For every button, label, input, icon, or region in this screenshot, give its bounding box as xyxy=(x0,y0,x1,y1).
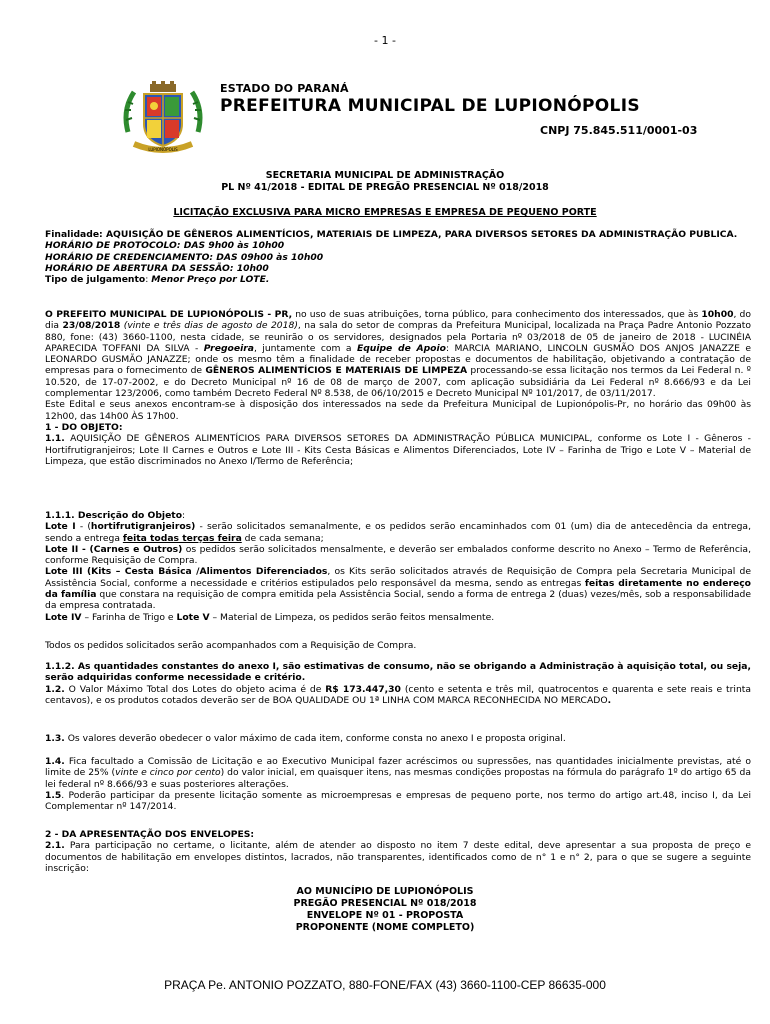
envelopes-block xyxy=(45,829,751,874)
lote-4-5: Lote IV – Farinha de Trigo e Lote V – Material de Limpeza, os pedidos serão feitos mensalmente. xyxy=(45,611,495,623)
section-1-4: 1.4. Fica facultado a Comissão de Licitação e ao Executivo Municipal fazer acréscimos ou supressões, nas quantidades inicialmente previstas, até o limite de 25% (vinte e cinco por cento) do valor inicial, em quaisquer itens, nas mesmas condições propostas na fórmula do parágrafo 1º do artigo 65 da lei federal nº 8.666/93 e suas posteriores alterações. xyxy=(45,756,751,790)
coat-of-arms-logo xyxy=(120,80,206,156)
state-name: ESTADO DO PARANÁ xyxy=(220,82,349,95)
intro-paragraph: O PREFEITO MUNICIPAL DE LUPIONÓPOLIS - PR, no uso de suas atribuições, torna público, para conhecimento dos interessados, que às 10h00, do dia 23/08/2018 (vinte e três dias de agosto de 2018), na sala do setor de compras da Prefeitura Municipal, localizada na Praça Padre Antonio Pozzato 880, fone: (43) 3660-1100, nesta cidade, se reunirão o os servidores, designados pela Portaria nº 03/2018 de 05 de janeiro de 2018 - LUCINÉIA APARECIDA TOFFANI DA SILVA - Pregoeira, juntamente com a Equipe de Apoio: MARCIA MARIANO, LINCOLN GUSMÃO DOS ANJOS JANAZZE e LEONARDO GUSMÃO JANAZZE; onde os mesmo têm a finalidade de receber propostas e documentos de habilitação, objetivando a contratação de empresas para o fornecimento de GÊNEROS ALIMENTÍCIOS E MATERIAIS DE LIMPEZA processando-se essa licitação nos termos da Lei Federal n. º 10.520, de 17-07-2002, e do Decreto Municipal nº 16 de 08 de março de 2007, com aplicação subsidiária da Lei Federal nº 8.666/93 e da Lei complementar 123/2006, como também Decreto Federal Nº 8.538, de 06/10/2015 e Decreto Municipal Nº 101/2017, de 03/11/2017. xyxy=(45,309,752,400)
section-1-3: 1.3. Os valores deverão obedecer o valor máximo de cada item, conforme consta no anexo I e proposta original. xyxy=(45,733,566,744)
envelopes-heading: 2 - DA APRESENTAÇÃO DOS ENVELOPES: xyxy=(45,829,255,840)
intro-block xyxy=(45,309,751,467)
envelope-line-2: PREGÃO PRESENCIAL Nº 018/2018 xyxy=(293,898,477,909)
licitacao-title: LICITAÇÃO EXCLUSIVA PARA MICRO EMPRESAS E EMPRESA DE PEQUENO PORTE xyxy=(173,207,597,218)
disposicao-paragraph: Este Edital e seus anexos encontram-se à disposição dos interessados na sede da Prefeitura Municipal de Lupionópolis-Pr, no horário das 09h00 às 12h00, das 14h00 ÀS 17h00. xyxy=(45,399,751,422)
tipo-julgamento-label: Tipo de julgamento xyxy=(45,274,146,286)
todos-pedidos: Todos os pedidos solicitados serão acompanhados com a Requisição de Compra. xyxy=(45,640,417,651)
descricao-objeto-block: 1.1.1. Descrição do Objeto: Lote I - (hortifrutigranjeiros) - serão solicitados semanalmente, e os pedidos serão encaminhados com 01 (um) dia de antecedência da entrega, sendo a entrega feita todas terças feira de cada semana; Lote II - (Carnes e Outros) os pedidos serão solicitados mensalmente, e deverão ser embalados conforme descrito no Anexo – Termo de Referência, conforme Requisição de Compra. Lote III (Kits – Cesta Básica /Alimentos Diferenciados, os Kits serão solicitados através de Requisição de Compra pela Secretaria Municipal de Assistência Social, conforme a necessidade e critérios estipulados pelo responsável da mesma, sendo as entregas feitas diretamente no endereço da família que constara na requisição de compra emitida pela Assistência Social, sendo a forma de entrega 2 (duas) vezes/mês, sob a responsabilidade da empresa contratada. Lote IV – Farinha de Trigo e Lote V – Material de Limpeza, os pedidos serão feitos mensalmente. xyxy=(45,510,751,623)
secretaria-title: SECRETARIA MUNICIPAL DE ADMINISTRAÇÃO xyxy=(265,170,505,181)
quantidades-block xyxy=(45,661,751,706)
page-number: - 1 - xyxy=(374,34,396,47)
tipo-julgamento-value: Menor Preço por LOTE. xyxy=(151,274,270,286)
section-1-5: 1.5. Poderão participar da presente licitação somente as microempresas e empresas de pequeno porte, nos termo do artigo art.48, inciso I, da Lei Complementar nº 147/2014. xyxy=(45,789,751,813)
lote-2: Lote II - (Carnes e Outros) os pedidos serão solicitados mensalmente, e deverão ser embalados conforme descrito no Anexo – Termo de Referência, conforme Requisição de Compra. xyxy=(45,543,751,567)
lote-3: Lote III (Kits – Cesta Básica /Alimentos Diferenciados, os Kits serão solicitados através de Requisição de Compra pela Secretaria Municipal de Assistência Social, conforme a necessidade e critérios estipulados pelo responsável da mesma, sendo as entregas feitas diretamente no endereço da família que constara na requisição de compra emitida pela Assistência Social, sendo a forma de entrega 2 (duas) vezes/mês, sob a responsabilidade da empresa contratada. xyxy=(45,566,751,612)
cnpj: CNPJ 75.845.511/0001-03 xyxy=(540,124,698,137)
logo-text: LUPIONÓPOLIS xyxy=(148,147,178,152)
horario-protocolo: HORÁRIO DE PROTOCOLO: DAS 9h00 às 10h00 xyxy=(45,240,285,252)
section-2-1: 2.1. Para participação no certame, o licitante, além de atender ao disposto no item 7 deste edital, deve apresentar a sua proposta de preço e documentos de habilitação em envelopes distintos, lacrados, não transparentes, identificados como de n° 1 e n° 2, para o que se sugere a seguinte inscrição: xyxy=(45,840,751,874)
envelope-line-1: AO MUNICÍPIO DE LUPIONÓPOLIS xyxy=(296,886,474,897)
footer-address: PRAÇA Pe. ANTONIO POZZATO, 880-FONE/FAX (43) 3660-1100-CEP 86635-000 xyxy=(164,978,606,992)
edital-title: PL Nº 41/2018 - EDITAL DE PREGÃO PRESENCIAL Nº 018/2018 xyxy=(221,182,549,193)
section-1-1-2: 1.1.2. As quantidades constantes do anexo I, são estimativas de consumo, não se obrigando a Administração à aquisição total, ou seja, serão adquiridas conforme necessidade e critério. xyxy=(45,661,751,684)
lote-1: Lote I - (hortifrutigranjeiros) - serão solicitados semanalmente, e os pedidos serão encaminhados com 01 (um) dia de antecedência da entrega, sendo a entrega feita todas terças feira de cada semana; xyxy=(45,521,751,544)
finalidade-block: Finalidade: AQUISIÇÃO DE GÊNEROS ALIMENTÍCIOS, MATERIAIS DE LIMPEZA, PARA DIVERSOS SETORES DA ADMINISTRAÇÃO PUBLICA. HORÁRIO DE PROTOCOLO: DAS 9h00 às 10h00 HORÁRIO DE CREDENCIAMENTO: DAS 09h00 às 10h00 HORÁRIO DE ABERTURA DA SESSÃO: 10h00 Tipo de julgamento: Menor Preço por LOTE. xyxy=(45,229,751,285)
envelope-line-4: PROPONENTE (NOME COMPLETO) xyxy=(295,922,475,933)
envelope-line-3: ENVELOPE Nº 01 - PROPOSTA xyxy=(306,910,464,921)
section-1-2: 1.2. O Valor Máximo Total dos Lotes do objeto acima é de R$ 173.447,30 (cento e setenta e três mil, quatrocentos e quarenta e sete reais e trinta centavos), e os produtos cotados deverão ser de BOA QUALIDADE OU 1ª LINHA COM MARCA RECONHECIDA NO MERCADO. xyxy=(45,683,752,706)
section-1-4-block xyxy=(45,756,751,812)
prefeitura-name: PREFEITURA MUNICIPAL DE LUPIONÓPOLIS xyxy=(220,96,640,116)
horario-credenciamento: HORÁRIO DE CREDENCIAMENTO: DAS 09h00 às 10h00 xyxy=(45,251,324,263)
finalidade-label: Finalidade: xyxy=(45,229,103,240)
descricao-objeto-heading: 1.1.1. Descrição do Objeto xyxy=(45,510,183,521)
section-1-1: 1.1. AQUISIÇÃO DE GÊNEROS ALIMENTÍCIOS PARA DIVERSOS SETORES DA ADMINISTRAÇÃO PÚBLICA MUNICIPAL, conforme os Lote I - Gêneros - Hortifrutigranjeiros; Lote II Carnes e Outros e Lote III - Kits Cesta Básicas e Alimentos Diferenciados, Lote IV – Farinha de Trigo e Lote V – Material de Limpeza, que estão discriminados no Anexo I/Termo de Referência; xyxy=(45,433,751,467)
horario-abertura: HORÁRIO DE ABERTURA DA SESSÃO: 10h00 xyxy=(45,262,269,274)
finalidade-text: AQUISIÇÃO DE GÊNEROS ALIMENTÍCIOS, MATERIAIS DE LIMPEZA, PARA DIVERSOS SETORES DA ADMINISTRAÇÃO PUBLICA xyxy=(105,229,734,240)
objeto-heading: 1 - DO OBJETO: xyxy=(45,421,123,433)
